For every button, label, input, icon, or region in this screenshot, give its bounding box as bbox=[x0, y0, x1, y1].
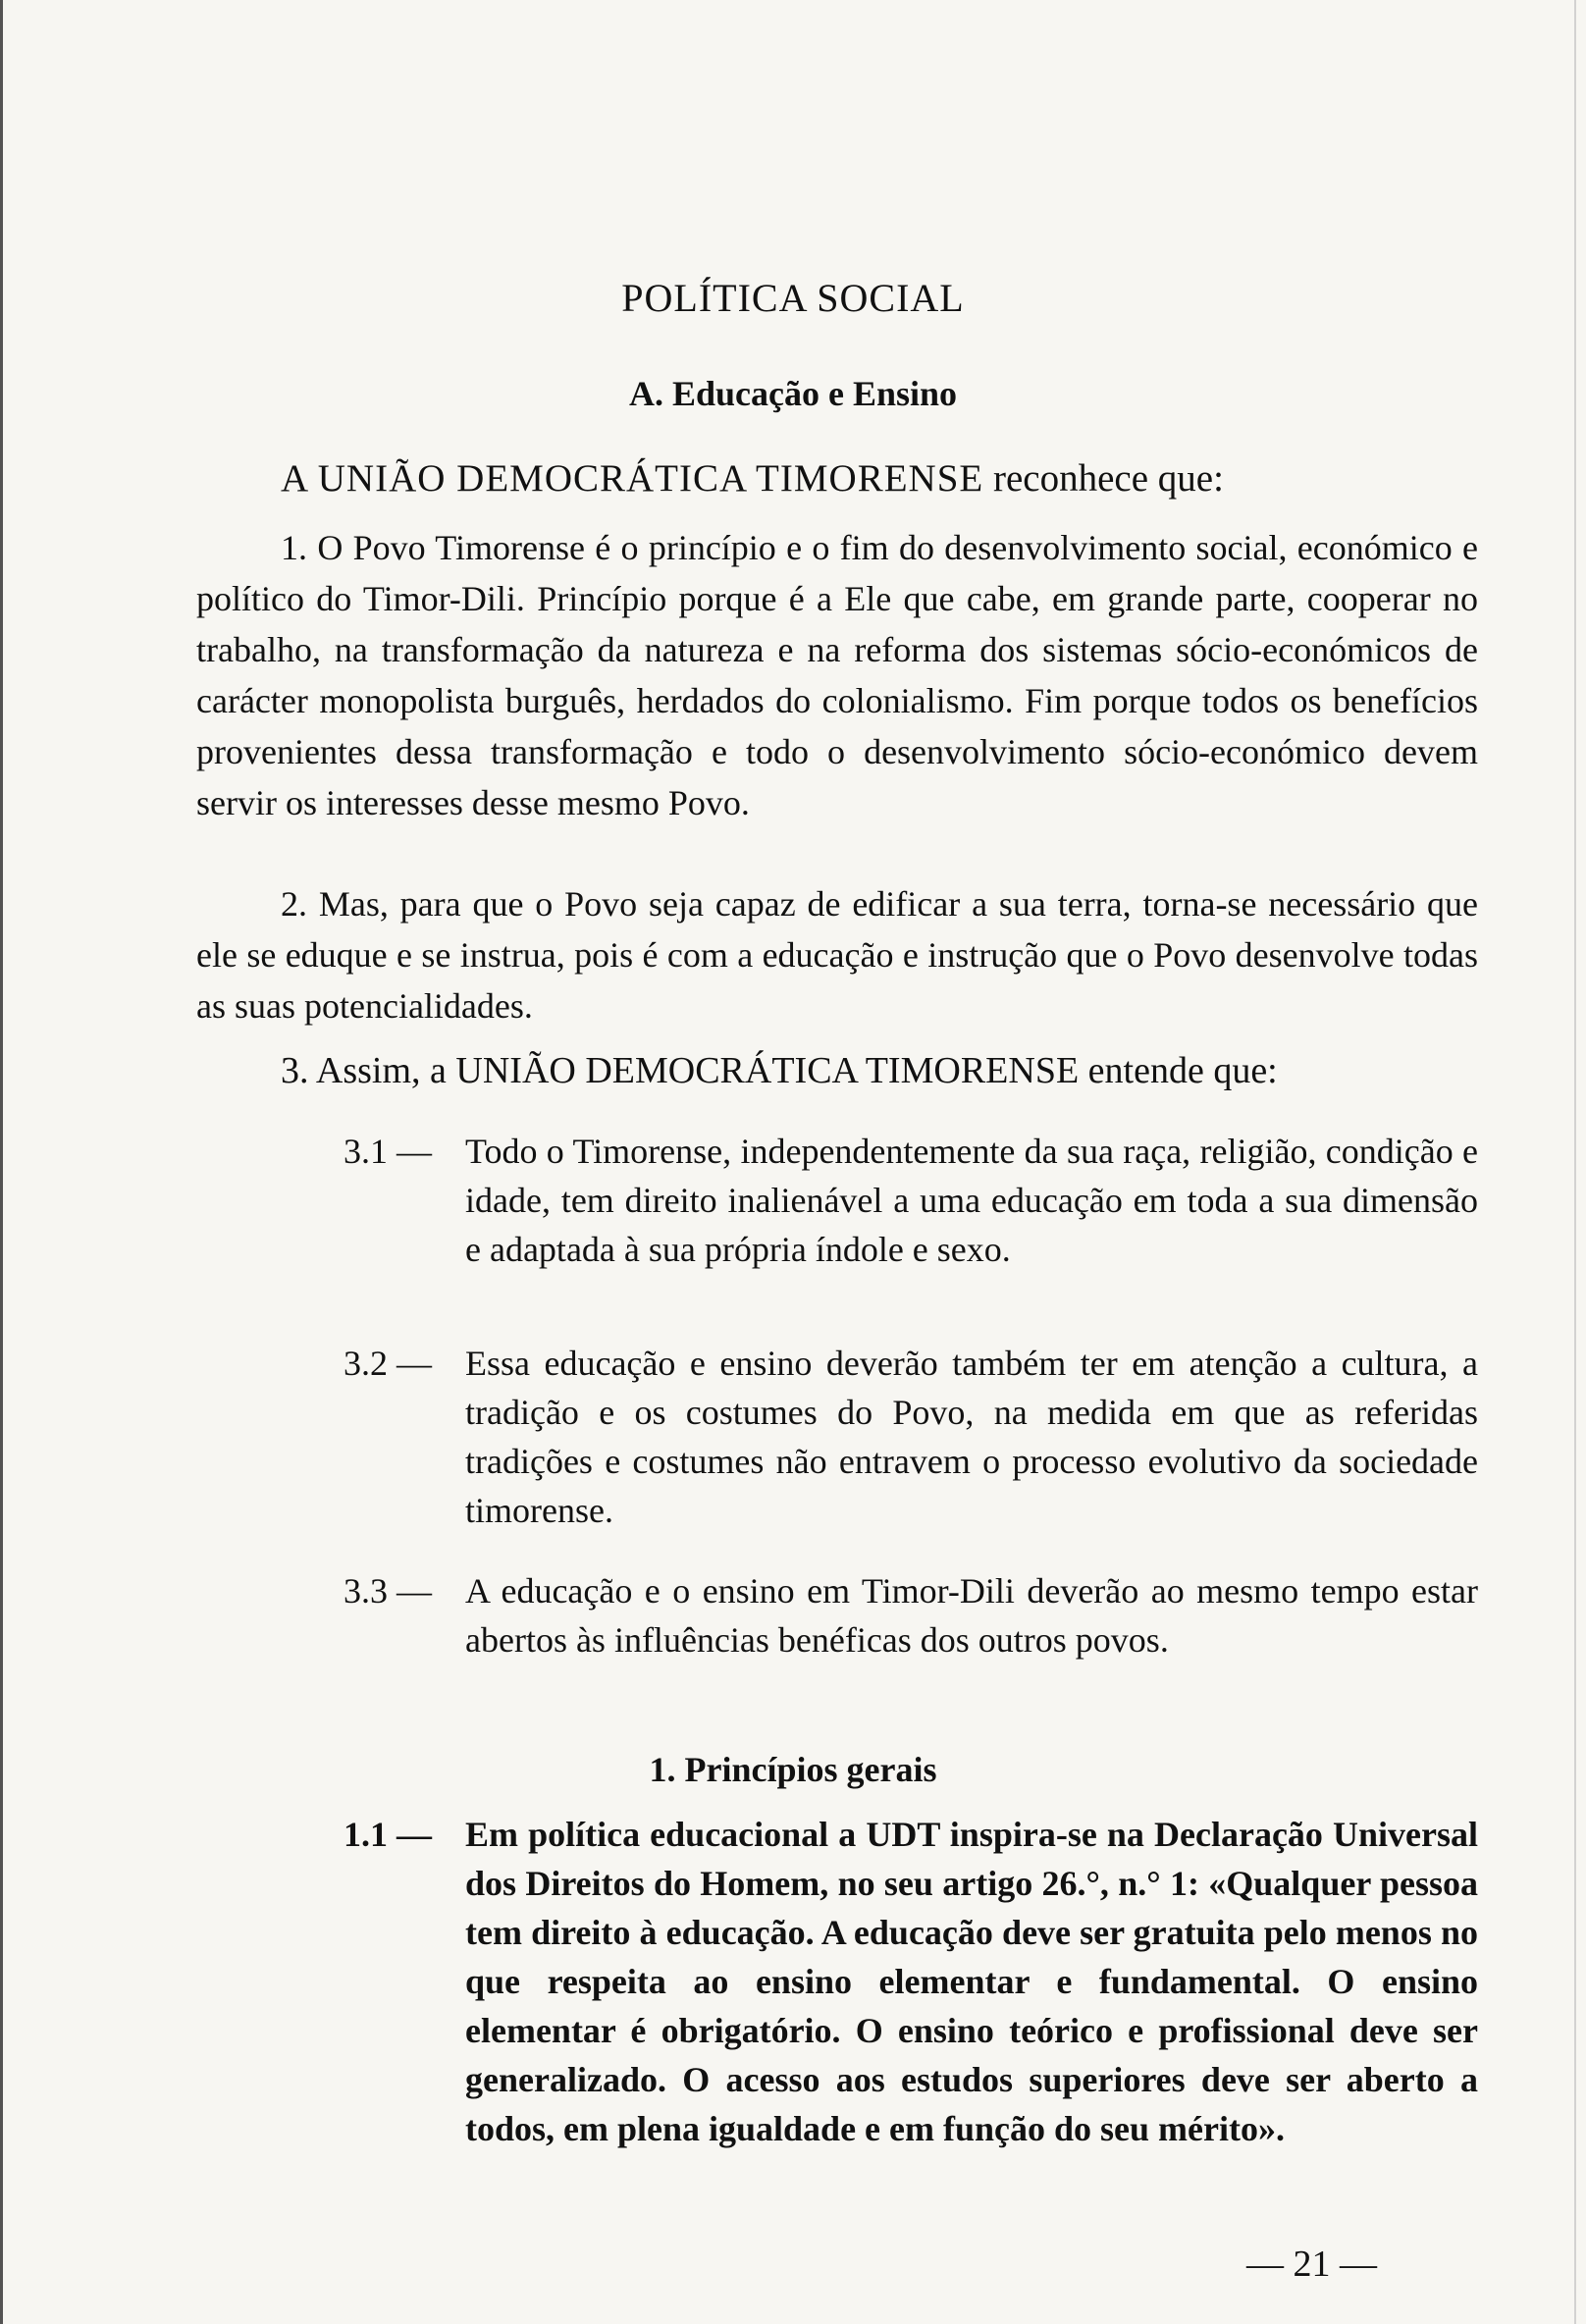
subparagraph-3-3-text: A educação e o ensino em Timor-Dili deverão ao mesmo tempo estar abertos às influências benéficas dos outros povos. bbox=[465, 1571, 1478, 1660]
paragraph-2-number: 2. bbox=[281, 884, 307, 924]
paragraph-1-text: O Povo Timorense é o princípio e o fim do desenvolvimento social, económico e político do Timor-Dili. Princípio porque é a Ele que cabe, em grande parte, cooperar no trabalho, na transformação da natureza e na reforma dos sistemas sócio-económicos de carácter monopolista burguês, herdados do colonialismo. Fim porque todos os benefícios provenientes dessa transformação e todo o desenvolvimento sócio-económico devem servir os interesses desse mesmo Povo. bbox=[196, 528, 1479, 822]
subparagraph-3-3-number: 3.3 — bbox=[344, 1571, 432, 1611]
page-edge-left bbox=[0, 0, 3, 2324]
page-number: — 21 — bbox=[1246, 2244, 1377, 2285]
section-heading-education: A. Educação e Ensino bbox=[628, 374, 958, 413]
paragraph-2-text: Mas, para que o Povo seja capaz de edificar a sua terra, torna-se necessário que ele se eduque e se instrua, pois é com a educação e instrução que o Povo desenvolve todas as suas potencialidades. bbox=[196, 884, 1478, 1026]
intro-rest: reconhece que: bbox=[992, 457, 1224, 500]
paragraph-1-number: 1. bbox=[281, 528, 307, 567]
paragraph-3 bbox=[196, 1045, 1478, 1096]
paragraph-1 bbox=[196, 522, 1478, 828]
subparagraph-3-1 bbox=[344, 1127, 1478, 1274]
subparagraph-1-1-number: 1.1 — bbox=[344, 1815, 432, 1854]
subparagraph-3-3 bbox=[344, 1566, 1478, 1664]
page-edge-right bbox=[1574, 0, 1576, 2324]
subparagraph-3-1-text: Todo o Timorense, independentemente da sua raça, religião, condição e idade, tem direito inalienável a uma educação em toda a sua dimensão e adaptada à sua própria índole e sexo. bbox=[465, 1132, 1478, 1269]
page-title: POLÍTICA SOCIAL bbox=[621, 276, 965, 320]
paragraph-3-number: 3. bbox=[281, 1050, 309, 1091]
section-heading-general-principles: 1. Princípios gerais bbox=[649, 1750, 937, 1789]
intro-line bbox=[281, 456, 1478, 501]
paragraph-3-text: Assim, a UNIÃO DEMOCRÁTICA TIMORENSE entende que: bbox=[315, 1050, 1278, 1091]
subparagraph-3-2 bbox=[344, 1339, 1478, 1535]
subparagraph-3-2-text: Essa educação e ensino deverão também ter em atenção a cultura, a tradição e os costumes do Povo, na medida em que as referidas tradições e costumes não entravem o processo evolutivo da sociedade timorense. bbox=[465, 1344, 1478, 1530]
paragraph-2 bbox=[196, 878, 1478, 1031]
subparagraph-1-1 bbox=[344, 1810, 1478, 2153]
intro-org-name: A UNIÃO DEMOCRÁTICA TIMORENSE bbox=[281, 457, 984, 500]
subparagraph-3-1-number: 3.1 — bbox=[344, 1132, 432, 1171]
subparagraph-1-1-text: Em política educacional a UDT inspira-se na Declaração Universal dos Direitos do Homem, no seu artigo 26.°, n.° 1: «Qualquer pessoa tem direito à educação. A educação deve ser gratuita pelo menos no que respeita ao ensino elementar e fundamental. O ensino elementar é obrigatório. O ensino teórico e profissional deve ser generalizado. O acesso aos estudos superiores deve ser aberto a todos, em plena igualdade e em função do seu mérito». bbox=[465, 1815, 1478, 2148]
subparagraph-3-2-number: 3.2 — bbox=[344, 1344, 432, 1383]
